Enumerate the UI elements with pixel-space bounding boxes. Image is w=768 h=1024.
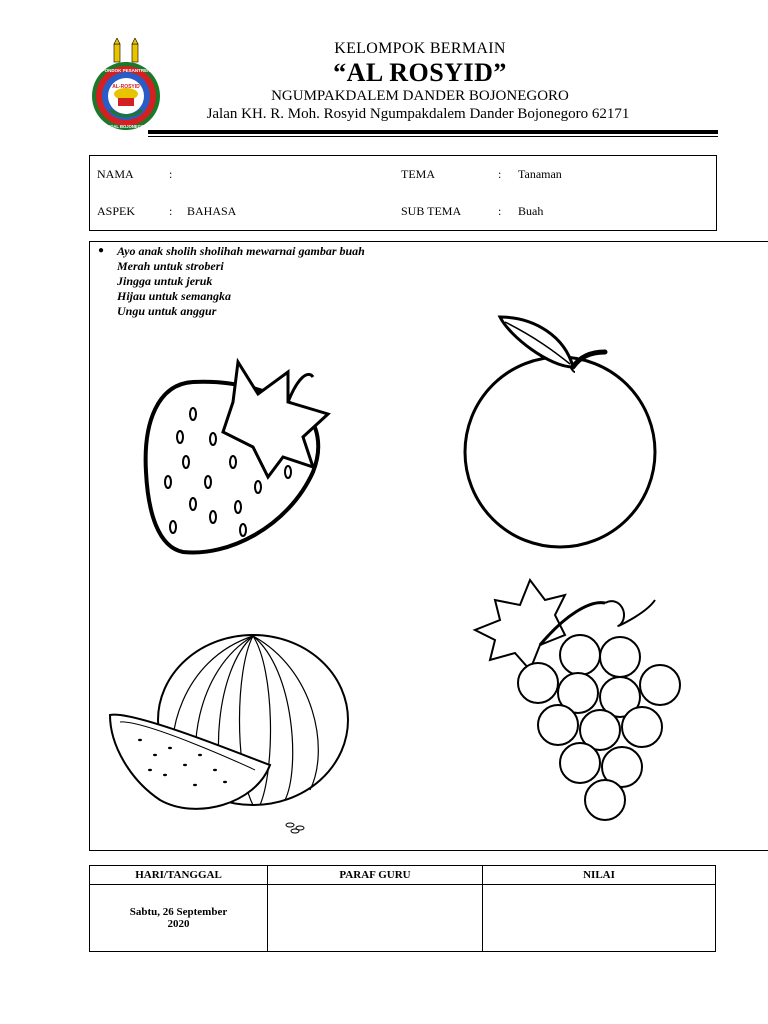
school-logo <box>88 38 164 134</box>
teacher-signature-cell[interactable] <box>268 885 483 952</box>
instruction-line: Hijau untuk semangka <box>117 289 232 303</box>
date-column-header: HARI/TANGGAL <box>90 866 268 885</box>
header-rule-thick <box>148 130 718 134</box>
logo-text-mid: AL-ROSYID <box>112 84 140 90</box>
score-column-header: NILAI <box>483 866 716 885</box>
instruction-line: Ayo anak sholih sholihah mewarnai gambar buah <box>117 244 365 258</box>
student-info-box <box>89 155 717 231</box>
aspek-separator: : <box>169 204 173 218</box>
instruction-line: Jingga untuk jeruk <box>117 274 213 288</box>
instruction-list <box>117 244 365 319</box>
date-line-1: Sabtu, 26 September <box>129 906 228 918</box>
header-title: “AL ROSYID” <box>333 58 507 87</box>
table-header-row <box>90 866 716 885</box>
logo-text-top: PONDOK PESANTREN <box>101 68 151 73</box>
date-line-2: 2020 <box>167 918 190 930</box>
aspek-value: BAHASA <box>187 204 237 218</box>
teacher-signature-column-header: PARAF GURU <box>268 866 483 885</box>
watermelon-drawing[interactable] <box>105 630 350 835</box>
nama-separator: : <box>169 167 173 181</box>
score-cell[interactable] <box>483 885 716 952</box>
header-line-3: NGUMPAKDALEM DANDER BOJONEGORO <box>271 88 569 104</box>
subtema-value: Buah <box>518 204 544 218</box>
instruction-line: Merah untuk stroberi <box>117 259 224 273</box>
date-cell <box>90 885 268 952</box>
logo-text-bottom: KENDAL BOJONEGORO <box>101 124 151 129</box>
nama-label: NAMA <box>97 167 134 181</box>
subtema-label: SUB TEMA <box>401 204 462 218</box>
tema-value: Tanaman <box>518 167 562 181</box>
bullet-icon: ● <box>98 245 105 256</box>
subtema-separator: : <box>498 204 502 218</box>
aspek-label: ASPEK <box>97 204 136 218</box>
instruction-line: Ungu untuk anggur <box>117 304 217 318</box>
header-address: Jalan KH. R. Moh. Rosyid Ngumpakdalem Dander Bojonegoro 62171 <box>206 106 630 122</box>
tema-label: TEMA <box>401 167 435 181</box>
orange-drawing[interactable] <box>455 312 670 552</box>
strawberry-drawing[interactable] <box>138 352 338 557</box>
table-row <box>90 885 716 952</box>
header-line-1: KELOMPOK BERMAIN <box>334 40 506 57</box>
tema-separator: : <box>498 167 502 181</box>
assessment-table <box>89 865 716 952</box>
grapes-drawing[interactable] <box>470 575 690 825</box>
header-rule-thin <box>148 136 718 137</box>
